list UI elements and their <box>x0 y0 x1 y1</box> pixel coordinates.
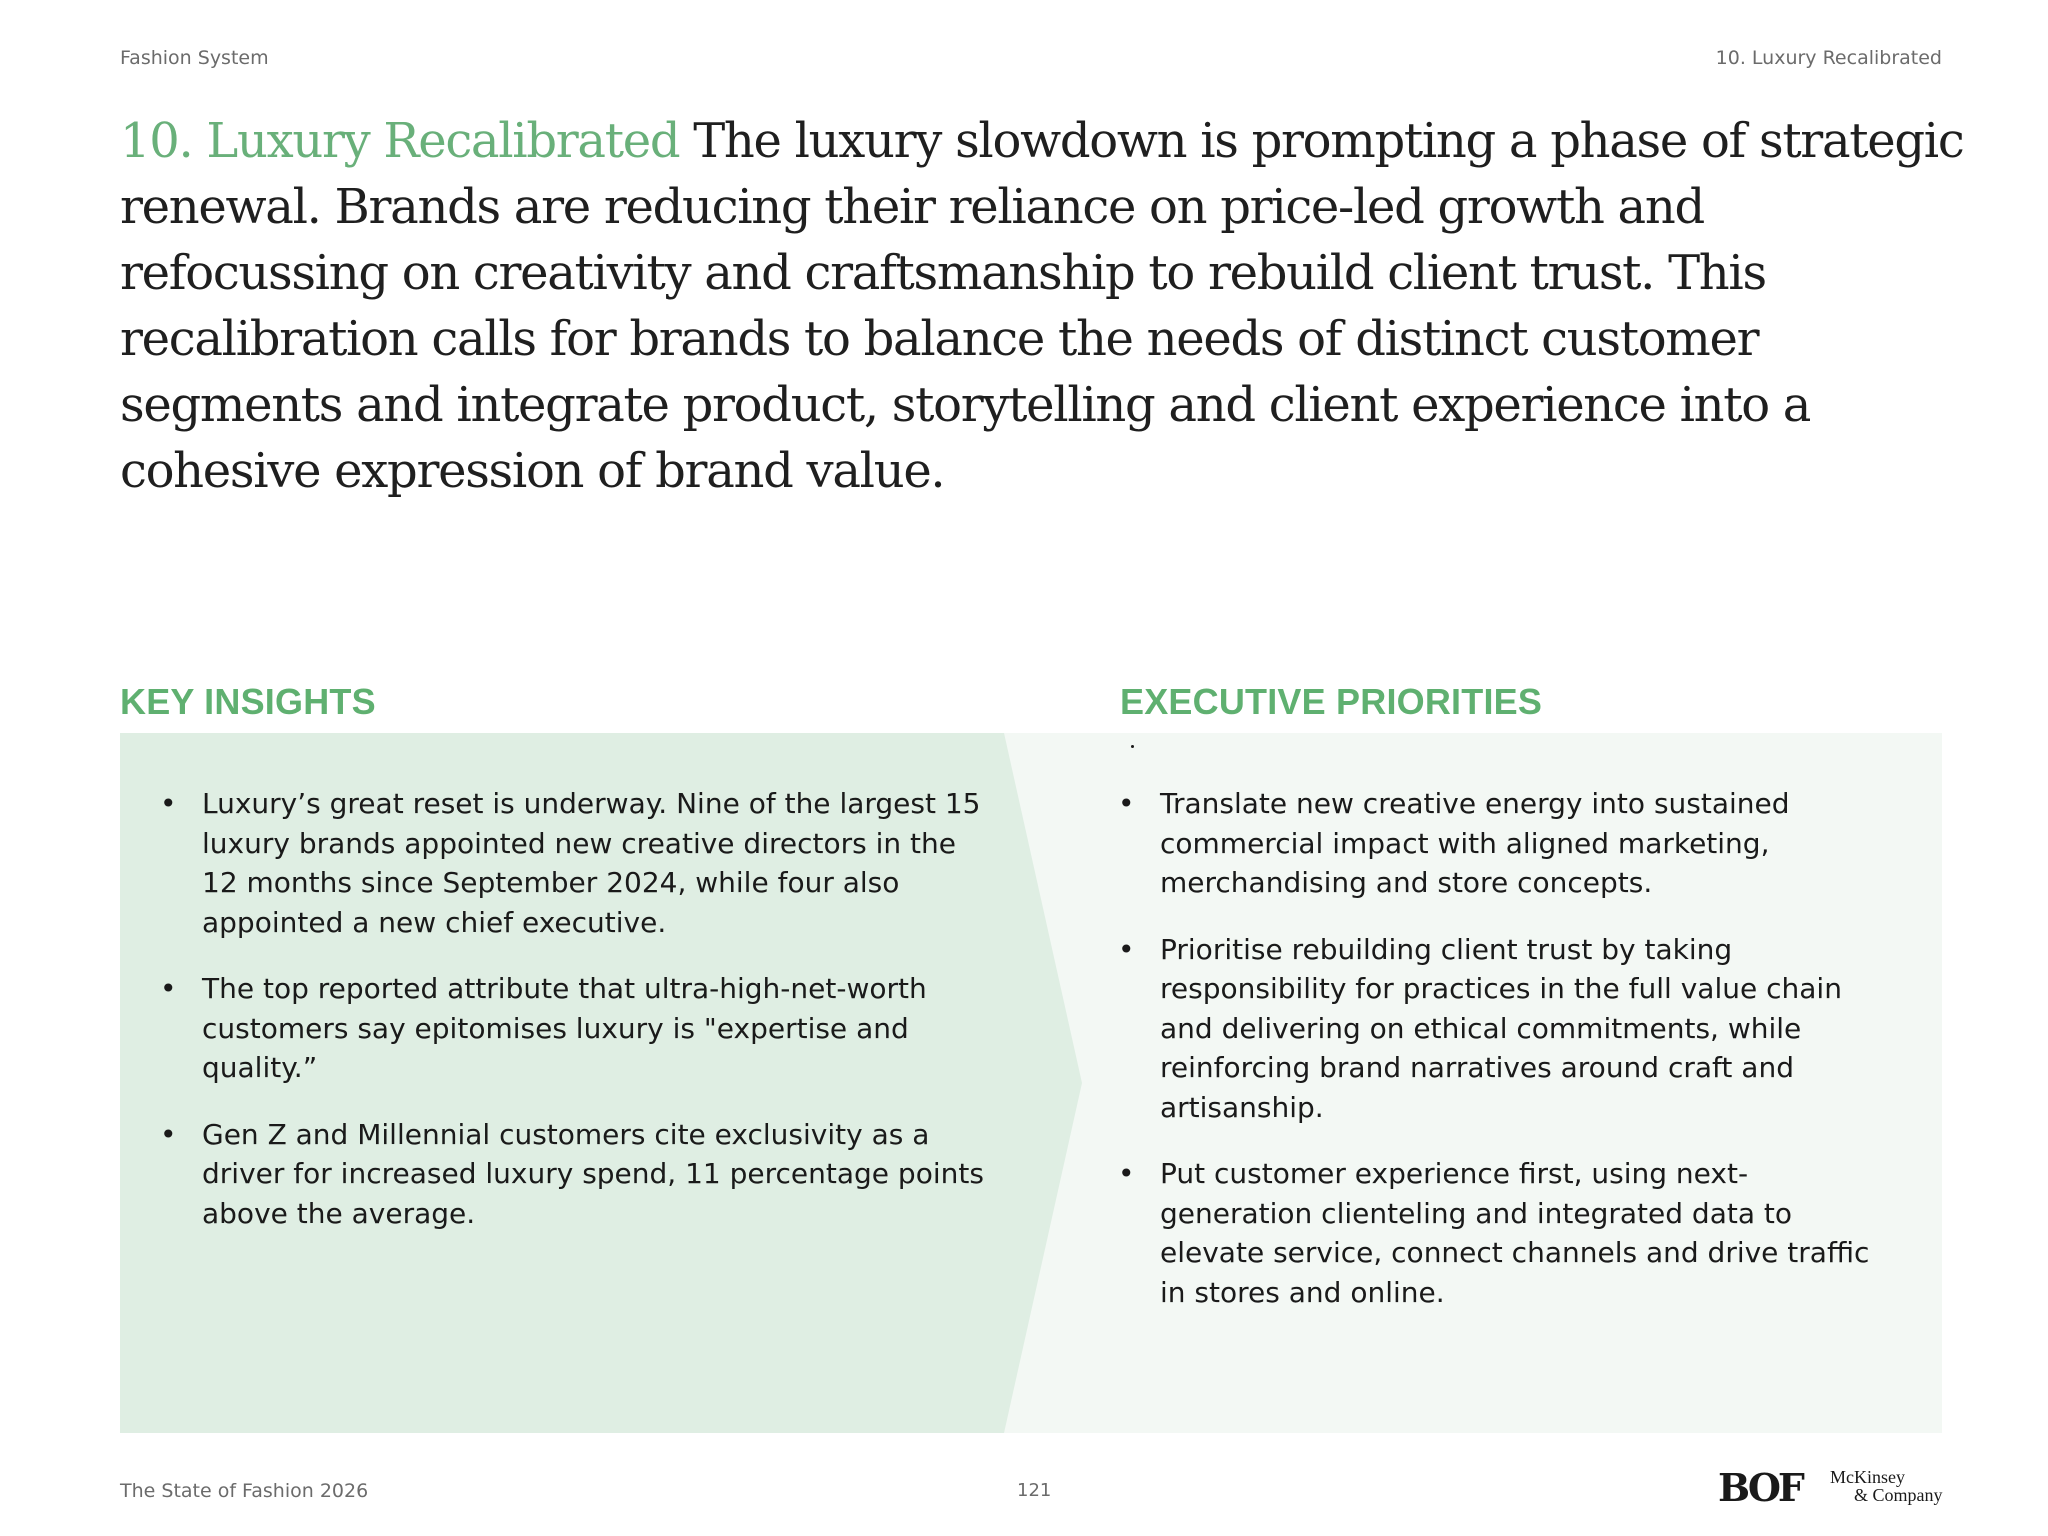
list-item <box>160 1115 990 1234</box>
list-item-text: Translate new creative energy into sustained commercial impact with aligned marketing, merchandising and store concepts. <box>1160 787 1790 899</box>
headline-chapter-title: 10. Luxury Recalibrated <box>120 113 680 169</box>
key-insights-heading: KEY INSIGHTS <box>120 681 376 722</box>
headline-body: The luxury slowdown is prompting a phase of strategic renewal. Brands are reducing their reliance on price-led growth and refocussing on creativity and craftsmanship to rebuild client trust. This recalibration calls for brands to balance the needs of distinct customer segments and integrate product, storytelling and client experience into a cohesive expression of brand value. <box>120 113 1964 499</box>
stray-dot <box>1131 745 1134 748</box>
mckinsey-logo-line2: & Company <box>1854 1485 1943 1505</box>
bullet-icon: • <box>160 787 177 820</box>
bullet-icon: • <box>1118 787 1135 820</box>
bullet-icon: • <box>160 1117 177 1151</box>
list-item <box>160 784 990 942</box>
bof-logo <box>1718 1465 1808 1509</box>
bullet-icon: • <box>160 972 177 1005</box>
executive-priorities-heading: EXECUTIVE PRIORITIES <box>1120 681 1543 722</box>
running-head-chapter: 10. Luxury Recalibrated <box>1715 47 1942 69</box>
list-item-text: The top reported attribute that ultra-high-net-worth customers say epitomises luxury is "expertise and quality.” <box>202 972 927 1084</box>
bullet-icon: • <box>1118 932 1135 966</box>
key-insights-list <box>160 784 990 1260</box>
mckinsey-logo-line1: McKinsey <box>1830 1467 1905 1487</box>
executive-priorities-list <box>1118 784 1898 1339</box>
list-item <box>1118 784 1898 903</box>
list-item <box>1118 930 1898 1128</box>
page-headline <box>120 108 1970 504</box>
running-head-section: Fashion System <box>120 47 269 69</box>
list-item-text: Prioritise rebuilding client trust by taking responsibility for practices in the full value chain and delivering on ethical commitments, while reinforcing brand narratives around craft and artisanship. <box>1160 932 1842 1124</box>
list-item <box>1118 1154 1898 1312</box>
bof-logo-text: BOF <box>1718 1465 1802 1509</box>
list-item-text: Gen Z and Millennial customers cite exclusivity as a driver for increased luxury spend, 11 percentage points above the average. <box>202 1117 984 1230</box>
mckinsey-logo <box>1830 1466 1950 1506</box>
footer-publication-title: The State of Fashion 2026 <box>120 1480 369 1502</box>
bullet-icon: • <box>1118 1157 1135 1190</box>
list-item <box>160 969 990 1088</box>
list-item-text: Luxury’s great reset is underway. Nine of the largest 15 luxury brands appointed new creative directors in the 12 months since September 2024, while four also appointed a new chief executive. <box>202 787 981 939</box>
list-item-text: Put customer experience first, using next-generation clienteling and integrated data to elevate service, connect channels and drive traffic in stores and online. <box>1160 1157 1870 1309</box>
page-number: 121 <box>1017 1480 1052 1501</box>
